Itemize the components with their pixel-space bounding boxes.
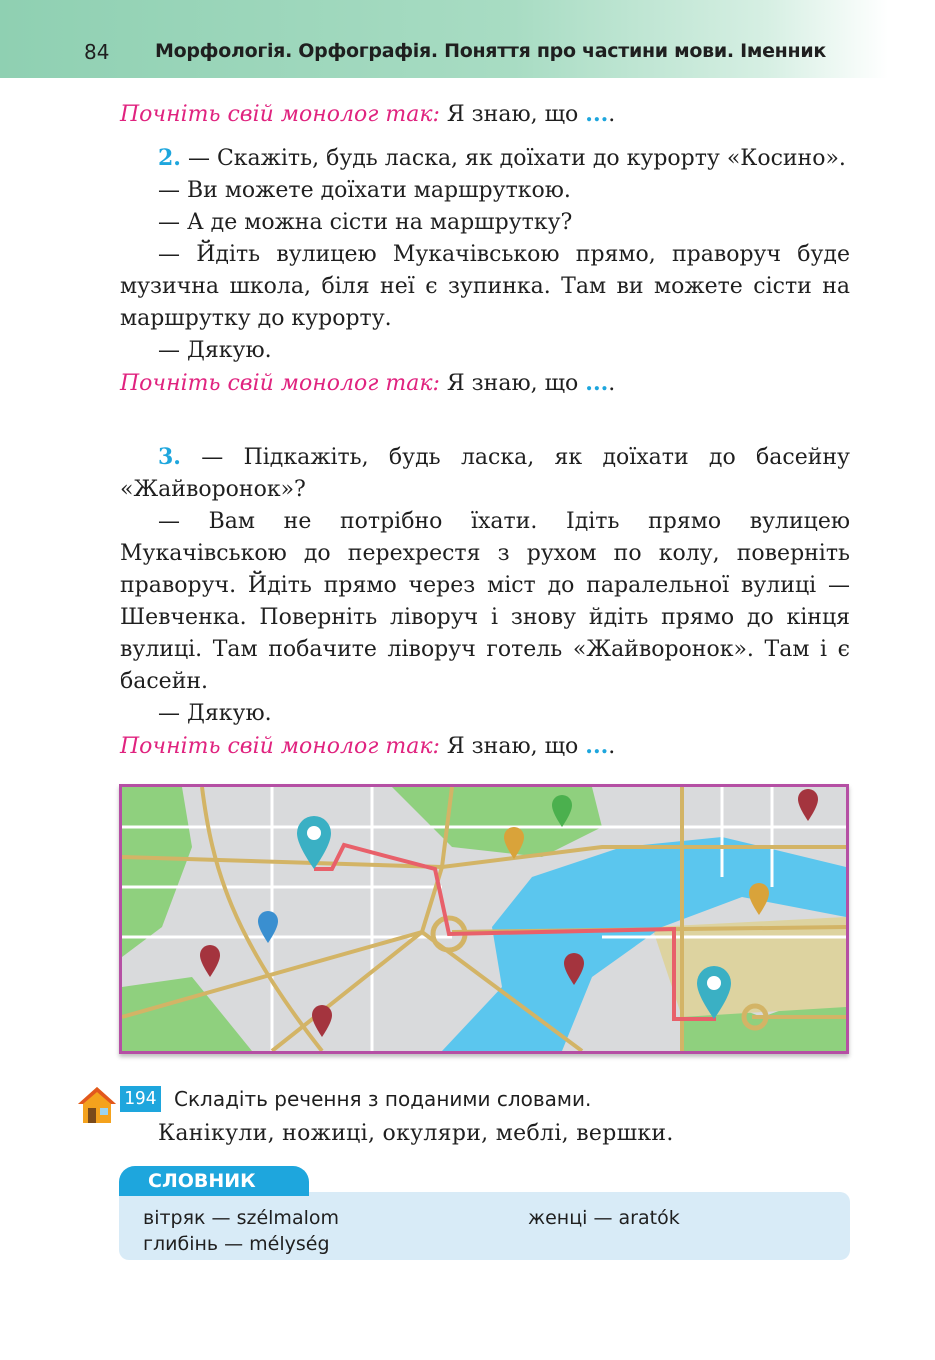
prompt-label: Почніть свій монолог так: (120, 102, 440, 127)
dialog-line: — Ви можете доїхати маршруткою. (158, 178, 571, 203)
dialog-line: — Йдіть вулицею Мукачівською прямо, праворуч буде музична школа, біля неї є зупинка. Там ви можете сісти на маршрутку до курорту. (120, 242, 850, 331)
dialog-line: — Вам не потрібно їхати. Ідіть прямо вулицею Мукачівською до перехрестя з рухом по колу, поверніть праворуч. Йдіть прямо через міст до паралельної вулиці — Шевченка. Поверніть ліворуч і знову йдіть прямо до кінця вулиці. Там побачите ліворуч готель «Жайворонок». Там і є басейн. (120, 509, 850, 694)
vocabulary-title: СЛОВНИК (148, 1170, 256, 1192)
monologue-prompt-1 (120, 98, 850, 131)
city-map-svg (122, 787, 846, 1051)
page-number: 84 (84, 40, 110, 64)
dialog-line: — Дякую. (158, 338, 272, 363)
prompt-dots: ... (585, 733, 609, 759)
prompt-label: Почніть свій монолог так: (120, 371, 440, 396)
city-map-illustration (119, 784, 849, 1054)
prompt-text: Я знаю, що (439, 734, 586, 759)
task-number: 3. (158, 444, 181, 470)
page-header (0, 0, 935, 78)
prompt-text: Я знаю, що (439, 102, 586, 127)
dialog-line: — Дякую. (158, 701, 272, 726)
prompt-dots: ... (585, 370, 609, 396)
dialog-2 (120, 142, 850, 400)
dialog-3 (120, 441, 850, 763)
home-task-icon (76, 1084, 118, 1126)
task-number: 2. (158, 145, 181, 171)
prompt-text: Я знаю, що (439, 371, 586, 396)
running-title: Морфологія. Орфографія. Поняття про частини мови. Іменник (155, 40, 826, 62)
exercise-instruction: Складіть речення з поданими словами. (174, 1087, 592, 1111)
prompt-dots: ... (585, 101, 609, 127)
prompt-end: . (608, 102, 616, 127)
dialog-line: — Скажіть, будь ласка, як доїхати до курорту «Косино». (187, 146, 846, 171)
exercise-words: Канікули, ножиці, окуляри, меблі, вершки. (158, 1121, 674, 1146)
prompt-end: . (608, 734, 616, 759)
exercise-number: 194 (120, 1086, 161, 1112)
vocabulary-item: женці — aratók (528, 1207, 680, 1229)
dialog-line: — Підкажіть, будь ласка, як доїхати до басейну «Жайворонок»? (120, 445, 850, 502)
vocabulary-item: вітряк — szélmalom (143, 1207, 339, 1229)
prompt-label: Почніть свій монолог так: (120, 734, 440, 759)
vocabulary-item: глибінь — mélység (143, 1233, 330, 1255)
dialog-line: — А де можна сісти на маршрутку? (158, 210, 573, 235)
prompt-end: . (608, 371, 616, 396)
